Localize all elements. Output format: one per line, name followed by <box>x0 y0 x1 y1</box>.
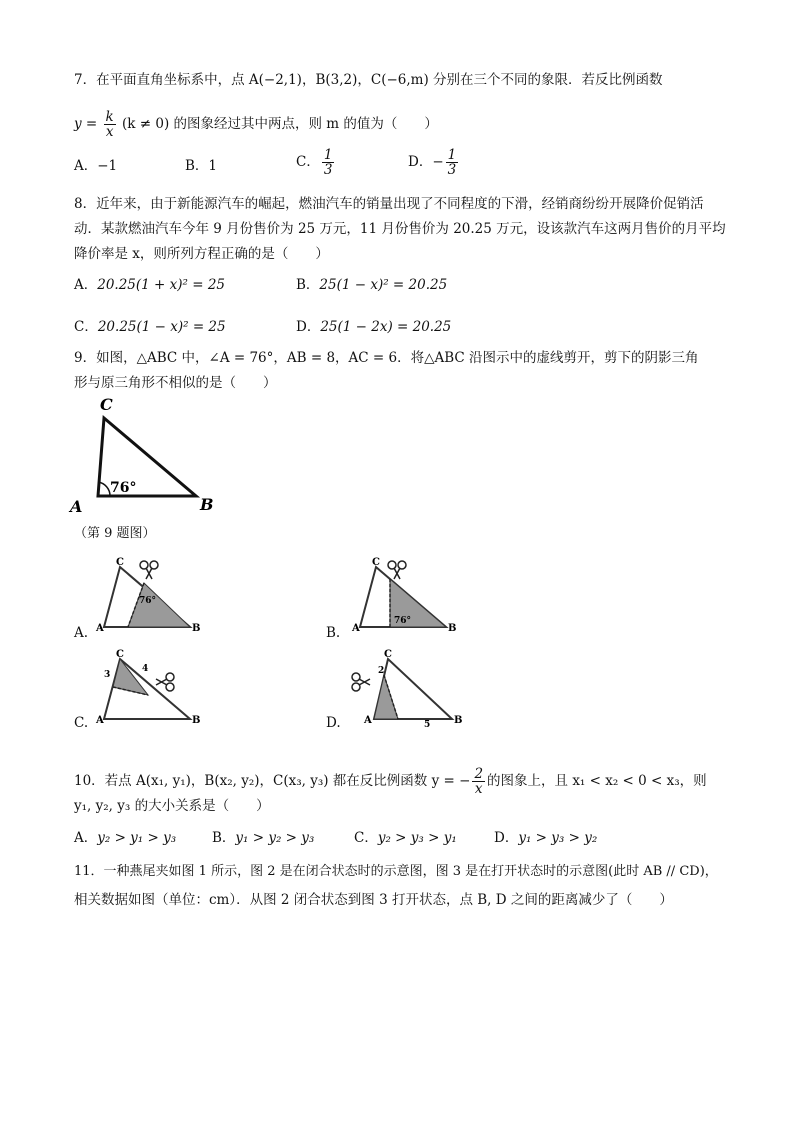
option-label: B． <box>212 830 236 846</box>
q7-option-c[interactable] <box>296 148 336 177</box>
angle-label: 76° <box>139 596 157 606</box>
option-label: A． <box>74 158 98 174</box>
q10-option-b[interactable] <box>212 828 314 848</box>
scissors-icon <box>140 561 158 579</box>
scissors-icon <box>352 673 370 691</box>
q10-stem-part1: 10．若点 A(x₁, y₁)，B(x₂, y₂)，C(x₃, y₃) 都在反比例函数 y = − <box>74 773 471 789</box>
option-fraction <box>322 148 335 177</box>
vertex-a-label: A <box>96 623 104 634</box>
option-text: y₁ > y₃ > y₂ <box>518 830 598 846</box>
option-text: 1 <box>208 158 218 174</box>
q11-stem-line1: 11．一种燕尾夹如图 1 所示，图 2 是在闭合状态时的示意图，图 3 是在打开状态时的示意图(此时 AB // CD)， <box>74 864 718 879</box>
q9-option-c-label[interactable]: C. <box>74 715 89 731</box>
q9-main-figure <box>64 396 234 516</box>
q7-func-lhs: y = <box>74 116 98 132</box>
q9-option-b-figure[interactable] <box>348 555 458 637</box>
option-text: 25(1 − x)² = 20.25 <box>319 277 448 293</box>
q9-figure-caption: （第 9 题图） <box>74 526 156 541</box>
option-label: B． <box>185 158 209 174</box>
q11-stem-line2: 相关数据如图（单位：cm）．从图 2 闭合状态到图 3 打开状态，点 B, D 之间的距离减少了（ ） <box>74 892 673 908</box>
option-label: D． <box>296 319 321 335</box>
q9-option-a-figure[interactable] <box>92 555 202 637</box>
option-label: C． <box>354 830 378 846</box>
q8-option-d[interactable] <box>296 317 451 337</box>
vertex-a-label: A <box>352 623 360 634</box>
q7-func-fraction <box>104 110 116 139</box>
q10-func-num: 2 <box>474 766 484 782</box>
vertex-b-label: B <box>192 715 201 726</box>
q7-func-num: k <box>105 109 114 125</box>
q8-option-c[interactable] <box>74 317 226 337</box>
q9-option-c-figure[interactable] <box>92 647 202 729</box>
q7-stem-line1: 7．在平面直角坐标系中，点 A(−2,1)，B(3,2)，C(−6,m) 分别在三个不同的象限．若反比例函数 <box>74 72 663 88</box>
option-label: C． <box>296 154 320 170</box>
scissors-icon <box>156 673 174 691</box>
q10-func-den: x <box>474 781 483 797</box>
side-label-2: 5 <box>424 720 431 729</box>
q8-option-a[interactable] <box>74 275 225 295</box>
q7-stem-line2 <box>74 110 438 139</box>
q9-option-a-label[interactable]: A. <box>74 625 89 641</box>
q7-func-den: x <box>105 124 114 140</box>
option-label: C． <box>74 319 98 335</box>
q7-option-a[interactable] <box>74 156 117 176</box>
q9-option-d-figure[interactable] <box>348 647 462 729</box>
option-label: A． <box>74 277 98 293</box>
vertex-b-label: B <box>448 623 457 634</box>
option-label: B． <box>296 277 320 293</box>
q9-stem-line2: 形与原三角形不相似的是（ ） <box>74 375 277 391</box>
option-label: D． <box>408 154 433 170</box>
vertex-c-label: C <box>372 557 380 568</box>
option-label: A． <box>74 830 98 846</box>
vertex-a-label: A <box>70 497 83 516</box>
option-text: y₂ > y₁ > y₃ <box>97 830 177 846</box>
q8-option-b[interactable] <box>296 275 447 295</box>
option-text: y₂ > y₃ > y₁ <box>377 830 457 846</box>
q10-func-fraction <box>472 767 485 796</box>
vertex-a-label: A <box>364 715 372 726</box>
option-text: y₁ > y₂ > y₃ <box>235 830 315 846</box>
q10-stem-part2: 的图象上，且 x₁ < x₂ < 0 < x₃，则 <box>487 773 707 789</box>
q7-option-d[interactable] <box>408 148 460 177</box>
q8-stem-line3: 降价率是 x，则所列方程正确的是（ ） <box>74 246 329 262</box>
q9-option-d-label[interactable]: D. <box>326 715 341 731</box>
option-fraction <box>446 148 459 177</box>
q8-stem-line1: 8．近年来，由于新能源汽车的崛起，燃油汽车的销量出现了不同程度的下滑，经销商纷纷开展降价促销活 <box>74 196 704 212</box>
fraction-num: 1 <box>447 147 457 163</box>
angle-76-label: 76° <box>110 480 137 496</box>
scissors-icon <box>388 561 406 579</box>
q7-stem-rest: (k ≠ 0) 的图象经过其中两点，则 m 的值为（ ） <box>122 116 438 132</box>
vertex-b-label: B <box>200 495 214 514</box>
vertex-c-label: C <box>384 649 392 660</box>
q7-option-b[interactable] <box>185 156 217 176</box>
option-sign: − <box>432 154 444 170</box>
option-label: D． <box>494 830 519 846</box>
angle-label: 76° <box>394 616 412 626</box>
side-label-1: 3 <box>104 670 111 680</box>
q9-option-b-label[interactable]: B. <box>326 625 341 641</box>
option-text: −1 <box>97 158 118 174</box>
q10-option-c[interactable] <box>354 828 457 848</box>
fraction-den: 3 <box>447 162 457 178</box>
vertex-b-label: B <box>192 623 201 634</box>
option-text: 20.25(1 + x)² = 25 <box>97 277 226 293</box>
q8-stem-line2: 动．某款燃油汽车今年 9 月份售价为 25 万元，11 月份售价为 20.25 万元，设该款汽车这两月售价的月平均 <box>74 221 726 237</box>
vertex-a-label: A <box>96 715 104 726</box>
side-label-1: 2 <box>378 666 385 676</box>
fraction-den: 3 <box>323 162 333 178</box>
fraction-num: 1 <box>323 147 333 163</box>
side-label-2: 4 <box>142 664 149 674</box>
option-text: 20.25(1 − x)² = 25 <box>97 319 226 335</box>
option-text: 25(1 − 2x) = 20.25 <box>320 319 452 335</box>
q10-option-d[interactable] <box>494 828 597 848</box>
vertex-c-label: C <box>116 557 124 568</box>
q9-stem-line1: 9．如图，△ABC 中，∠A = 76°，AB = 8，AC = 6．将△ABC 沿图示中的虚线剪开，剪下的阴影三角 <box>74 350 699 366</box>
shaded-triangle <box>128 583 190 627</box>
q10-stem-line1 <box>74 767 707 796</box>
vertex-c-label: C <box>100 396 113 414</box>
q10-option-a[interactable] <box>74 828 176 848</box>
q10-stem-line2: y₁, y₂, y₃ 的大小关系是（ ） <box>74 798 270 814</box>
vertex-b-label: B <box>454 715 462 726</box>
vertex-c-label: C <box>116 649 124 660</box>
